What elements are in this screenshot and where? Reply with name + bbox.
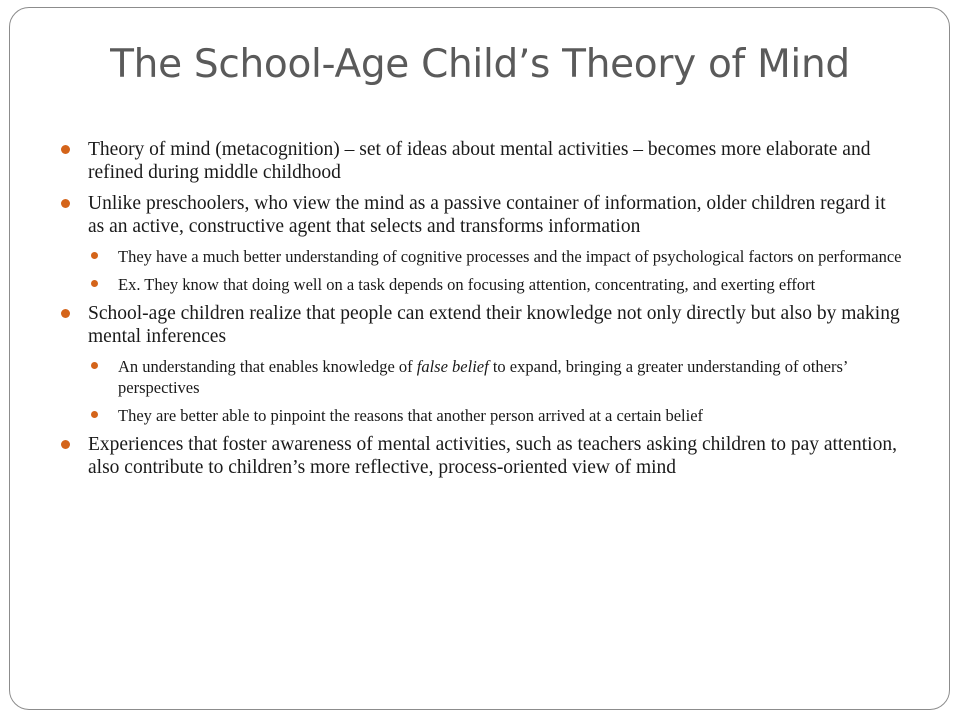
bullet-text: School-age children realize that people can extend their knowledge not only directly but also by making mental inferences — [88, 303, 900, 347]
sub-bullet-text: Ex. They know that doing well on a task depends on focusing attention, concentrating, and exerting effort — [118, 275, 816, 294]
sub-bullet-item — [90, 356, 905, 398]
bullet-dot-icon — [91, 411, 98, 418]
bullet-dot-icon — [91, 362, 98, 369]
sub-bullet-text: They have a much better understanding of cognitive processes and the impact of psychological factors on performance — [118, 247, 902, 266]
bullet-dot-icon — [91, 280, 98, 287]
bullet-item — [60, 192, 905, 238]
bullet-list — [60, 138, 905, 487]
bullet-item — [60, 138, 905, 184]
bullet-text: Experiences that foster awareness of mental activities, such as teachers asking children to pay attention, also contribute to children’s more reflective, process-oriented view of mind — [88, 434, 897, 478]
text-after: to expand, bringing a greater understanding of others’ perspectives — [118, 357, 848, 397]
sub-bullet-text: They are better able to pinpoint the reasons that another person arrived at a certain belief — [118, 406, 704, 425]
bullet-item — [60, 302, 905, 348]
sub-bullet-item — [90, 246, 905, 267]
text-before: An understanding that enables knowledge of — [118, 357, 417, 376]
bullet-item — [60, 433, 905, 479]
bullet-dot-icon — [61, 199, 70, 208]
sub-bullet-item — [90, 274, 905, 295]
sub-bullet-text — [118, 357, 847, 397]
slide-title: The School-Age Child’s Theory of Mind — [110, 42, 850, 87]
bullet-dot-icon — [61, 145, 70, 154]
bullet-text: Unlike preschoolers, who view the mind as a passive container of information, older children regard it as an active, constructive agent that selects and transforms information — [88, 193, 886, 237]
bullet-dot-icon — [61, 440, 70, 449]
sub-bullet-item — [90, 405, 905, 426]
bullet-dot-icon — [91, 252, 98, 259]
bullet-dot-icon — [61, 309, 70, 318]
italic-term: false belief — [416, 357, 489, 376]
bullet-text: Theory of mind (metacognition) – set of ideas about mental activities – becomes more elaborate and refined during middle childhood — [88, 139, 871, 183]
